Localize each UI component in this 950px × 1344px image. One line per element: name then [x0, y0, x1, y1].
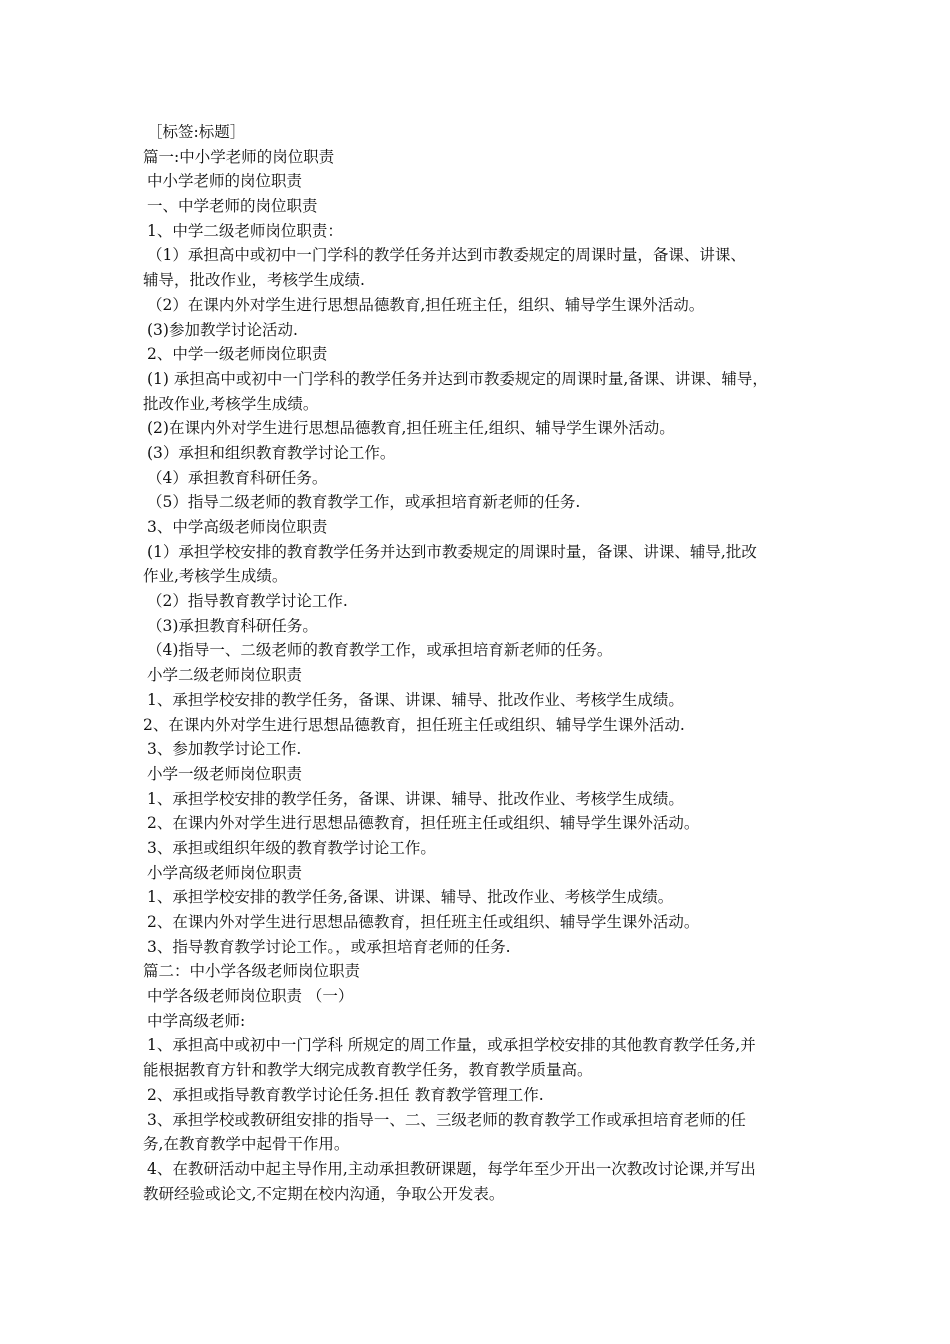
document-line: (2)在课内外对学生进行思想品德教育,担任班主任,组织、辅导学生课外活动。: [147, 419, 675, 438]
document-line: 中小学老师的岗位职责: [147, 172, 303, 191]
document-line: 中学高级老师:: [147, 1011, 246, 1030]
document-line: ［标签:标题］: [147, 123, 246, 141]
document-page: [143, 120, 823, 1206]
document-line: 1、承担高中或初中一门学科 所规定的周工作量，或承担学校安排的其他教育教学任务,并: [147, 1036, 756, 1055]
document-line: 小学二级老师岗位职责: [147, 666, 303, 685]
document-line: (3)参加教学讨论活动.: [147, 320, 298, 339]
document-line: 1、承担学校安排的教学任务，备课、讲课、辅导、批改作业、考核学生成绩。: [147, 789, 684, 808]
document-line: 中学各级老师岗位职责 （一）: [147, 987, 354, 1006]
document-line: 批改作业,考核学生成绩。: [143, 394, 319, 413]
document-line: 辅导，批改作业，考核学生成绩.: [143, 271, 365, 290]
document-line: （3)承担教育科研任务。: [147, 616, 318, 635]
document-line: 3、参加教学讨论工作.: [147, 740, 302, 759]
document-line: （4）承担教育科研任务。: [147, 468, 328, 487]
document-line: 3、承担学校或教研组安排的指导一、二、三级老师的教育教学工作或承担培育老师的任: [147, 1110, 746, 1129]
document-line: （2）指导教育教学讨论工作.: [147, 592, 348, 611]
document-line: 教研经验或论文,不定期在校内沟通，争取公开发表。: [143, 1184, 505, 1203]
document-line: (3）承担和组织教育教学讨论工作。: [147, 443, 396, 462]
document-line: (1）承担学校安排的教育教学任务并达到市教委规定的周课时量，备课、讲课、辅导,批改: [147, 542, 757, 561]
document-line: 作业,考核学生成绩。: [143, 567, 288, 586]
document-line: 2、中学一级老师岗位职责: [147, 345, 328, 364]
document-line: 篇二：中小学各级老师岗位职责: [143, 962, 361, 981]
document-line: 1、承担学校安排的教学任务,备课、讲课、辅导、批改作业、考核学生成绩。: [147, 888, 674, 907]
document-line: 1、承担学校安排的教学任务，备课、讲课、辅导、批改作业、考核学生成绩。: [147, 690, 684, 709]
document-line: 一、中学老师的岗位职责: [147, 197, 318, 216]
document-line: 3、中学高级老师岗位职责: [147, 518, 328, 536]
document-line: 篇一:中小学老师的岗位职责: [143, 147, 335, 166]
document-line: 2、承担或指导教育教学讨论任务.担任 教育教学管理工作.: [147, 1085, 544, 1104]
document-line: 1、中学二级老师岗位职责：: [147, 221, 343, 240]
document-line: （5）指导二级老师的教育教学工作，或承担培育新老师的任务.: [147, 493, 581, 512]
document-line: 2、在课内外对学生进行思想品德教育，担任班主任或组织、辅导学生课外活动。: [147, 913, 700, 931]
document-line: （1）承担高中或初中一门学科的教学任务并达到市教委规定的周课时量，备课、讲课、: [147, 246, 746, 265]
document-line: （2）在课内外对学生进行思想品德教育,担任班主任，组织、辅导学生课外活动。: [147, 295, 705, 314]
document-line: 小学一级老师岗位职责: [147, 764, 303, 783]
document-line: 2、在课内外对学生进行思想品德教育，担任班主任或组织、辅导学生课外活动.: [143, 715, 685, 734]
document-line: 3、指导教育教学讨论工作。，或承担培育老师的任务.: [147, 937, 511, 956]
document-line: （4)指导一、二级老师的教育教学工作，或承担培育新老师的任务。: [147, 641, 613, 660]
document-line: 务,在教育教学中起骨干作用。: [143, 1135, 350, 1154]
document-line: 4、在教研活动中起主导作用,主动承担教研课题，每学年至少开出一次教改讨论课,并写出: [147, 1159, 756, 1178]
document-line: 3、承担或组织年级的教育教学讨论工作。: [147, 838, 436, 857]
document-line: 小学高级老师岗位职责: [147, 863, 303, 882]
document-line: 能根据教育方针和教学大纲完成教育教学任务，教育教学质量高。: [143, 1061, 593, 1080]
document-line: 2、在课内外对学生进行思想品德教育，担任班主任或组织、辅导学生课外活动。: [147, 814, 700, 833]
document-line: (1) 承担高中或初中一门学科的教学任务并达到市教委规定的周课时量,备课、讲课、辅导，: [147, 369, 768, 388]
